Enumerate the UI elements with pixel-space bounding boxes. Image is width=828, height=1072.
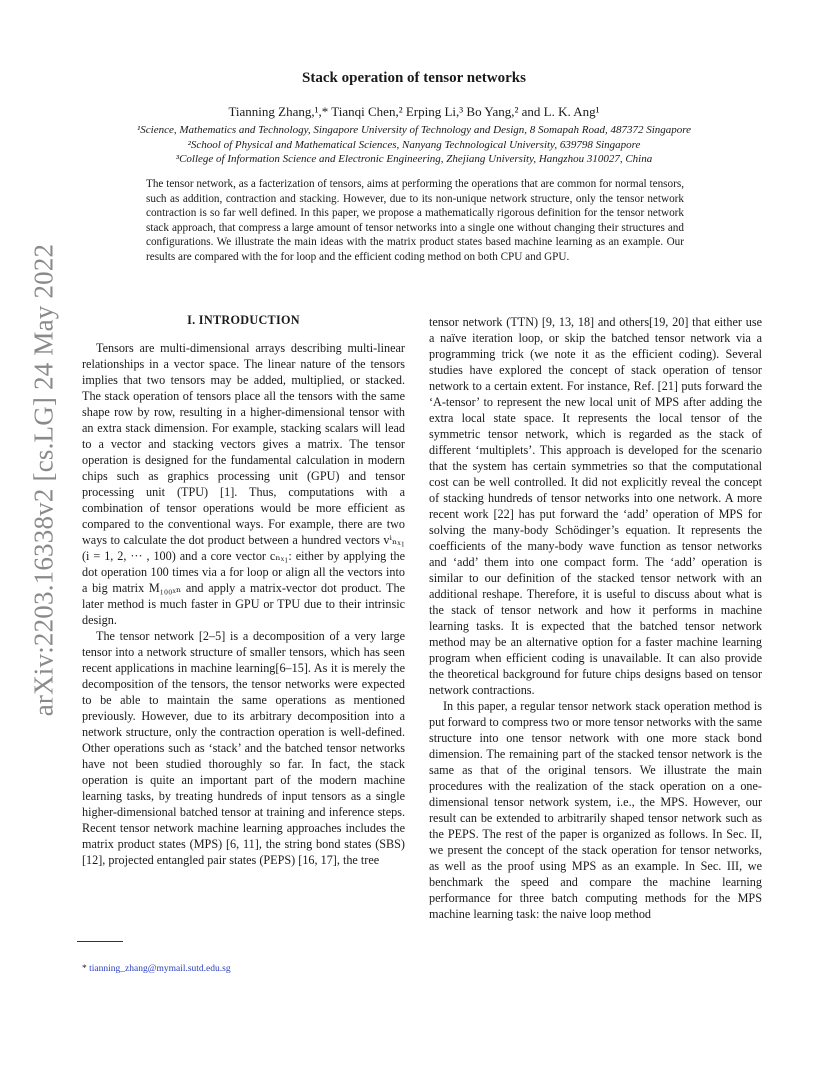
arxiv-identifier-stamp	[22, 243, 66, 717]
right-column	[429, 314, 762, 922]
footnote	[82, 964, 231, 974]
abstract: The tensor network, as a facterization of tensors, aims at performing the operations that are common for normal tensors, such as addition, contraction and stacking. However, due to its non-unique network structure, only the tensor network contraction is so far well defined. In this paper, we propose a mathematically rigorous definition for the tensor network stack approach, that compress a large amount of tensor networks into a single one without changing their structures and configurations. We illustrate the main ideas with the matrix product states based machine learning as an example. Our results are compared with the for loop and the efficient coding method on both CPU and GPU.	[146, 178, 684, 263]
intro-paragraph-3: tensor network (TTN) [9, 13, 18] and others[19, 20] that either use a naïve iteration loop, or skip the batched tensor network via a programming trick (we note it as the efficient coding). Several studies have explored the concept of stack operation of tensor network to a certain extent. For instance, Ref. [21] puts forward the ‘A-tensor’ to represent the new local unit of MPS after adding the extra local state space. It represents the local tensor of the symmetric tensor network, which is regarded as the stack of different ‘multiplets’. This approach is developed for the scenario that the system has certain symmetries so that the computational cost can be well controlled. It did not explicitly reveal the concept of stacking hundreds of tensor networks into one network. A more recent work [22] has put forward the ‘add’ operation of MPS for solving the many-body Schödinger’s equation. It represents the coefficients of the many-body wave function as tensor networks and ‘add’ them into one compact form. The ‘add’ operation is similar to our definition of the stacked tensor network with an additional reshape. Therefore, it is useful to discuss about what is the stack of tensor network and how it performs in machine learning tasks. It is expected that the batched tensor network method may be an alternative option for a faster machine learning program when efficient coding is unavailable. It can also provide the theoretical background for future chips designs based on tensor network contractions.	[429, 315, 762, 697]
intro-paragraph-1: Tensors are multi-dimensional arrays describing multi-linear relationships in a vector space. The linear nature of the tensors implies that two tensors may be added, multiplied, or stacked. The stack operation of tensors place all the tensors with the same shape row by row, resulting in a higher-dimensional tensor with an extra stack dimension. For example, stacking scalars will lead to a vector and stacking vectors gives a matrix. The tensor operation is designed for the fundamental calculation in modern chips such as graphics processing unit (GPU) and tensor processing unit (TPU) [1]. Thus, computations with a combination of tensor operations would be more efficient as compared to the conventional ways. For example, there are two ways to calculate the dot product between a hundred vectors vⁱₙₓ₁ (i = 1, 2, ··· , 100) and a core vector cₙₓ₁: either by applying the dot operation 100 times via a for loop or align all the vectors into a big matrix M₁₀₀ₓₙ and apply a matrix-vector dot product. The later method is much faster in GPU or TPU due to their intrinsic design.	[82, 341, 405, 627]
intro-paragraph-2: The tensor network [2–5] is a decomposition of a very large tensor into a network structure of smaller tensors, which has seen recent applications in machine learning[6–15]. As it is merely the decomposition of the tensors, the tensor networks were expected to be able to maintain the same operations as mentioned previously. However, due to its arbitrary decomposition into a network structure, only the contraction operation is well-defined. Other operations such as ‘stack’ and the batched tensor networks have not been studied thoroughly so far. In fact, the stack operation is quite an important part of the modern machine learning tasks, by treating hundreds of input tensors as a single higher-dimensional batched tensor at training and inference steps. Recent tensor network machine learning approaches includes the matrix product states (MPS) [6, 11], the string bond states (SBS) [12], projected entangled pair states (PEPS) [16, 17], the tree	[82, 629, 405, 867]
affiliation-2: ²School of Physical and Mathematical Sciences, Nanyang Technological University, 639798 Singapore	[187, 139, 641, 151]
affiliation-1: ¹Science, Mathematics and Technology, Singapore University of Technology and Design, 8 Somapah Road, 487372 Singapore	[136, 124, 692, 136]
section-heading-introduction: I. INTRODUCTION	[187, 313, 300, 327]
footnote-rule	[77, 941, 123, 942]
left-column	[82, 312, 405, 868]
corresponding-email-link[interactable]: tianning_zhang@mymail.sutd.edu.sg	[89, 964, 231, 974]
footnote-marker: *	[82, 964, 87, 974]
arxiv-id-text: arXiv:2203.16338v2 [cs.LG] 24 May 2022	[28, 243, 59, 717]
author-list: Tianning Zhang,¹,* Tianqi Chen,² Erping Li,³ Bo Yang,² and L. K. Ang¹	[228, 104, 600, 119]
intro-paragraph-4: In this paper, a regular tensor network stack operation method is put forward to compress two or more tensor networks with the same structure into one tensor network with one more stack bond dimension. The remaining part of the stacked tensor network is the same as that of the original tensors. We illustrate the main procedures with the realization of the stack operation on a one-dimensional tensor network system, i.e., the MPS. However, our result can be extended to arbitrarily shaped tensor network such as the PEPS. The rest of the paper is organized as follows. In Sec. II, we present the concept of the stack operation for tensor networks, as well as the proof using MPS as an example. In Sec. III, we benchmark the speed and compare the machine learning performance for three batch computing methods for the MPS machine learning task: the naive loop method	[429, 699, 762, 921]
paper-title: Stack operation of tensor networks	[302, 70, 526, 86]
affiliation-3: ³College of Information Science and Electronic Engineering, Zhejiang University, Hangzhou 310027, China	[175, 153, 653, 165]
